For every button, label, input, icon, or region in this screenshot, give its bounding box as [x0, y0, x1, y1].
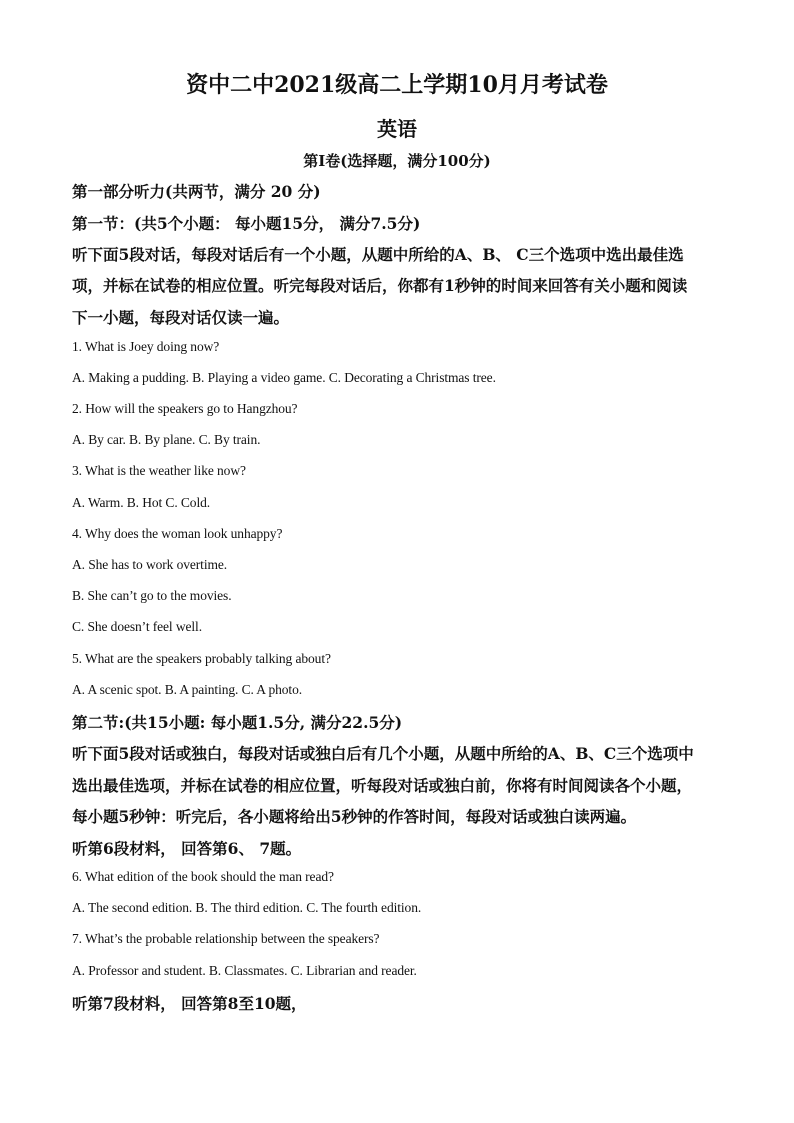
question-text: 5. What are the speakers probably talking about? — [72, 651, 331, 666]
answer-options: A. Warm. B. Hot C. Cold. — [72, 495, 211, 510]
answer-options: A. Making a pudding. B. Playing a video game. C. Decorating a Christmas tree. — [72, 370, 496, 385]
section1-instruction-line: 下一小题，每段对话仅读一遍。 — [72, 308, 290, 327]
listen6-heading: 听第6段材料， 回答第6、 7题。 — [72, 839, 302, 858]
exam-subject: 英语 — [377, 117, 417, 141]
section2-instruction-line: 听下面5段对话或独白，每段对话或独白后有几个小题，从题中所给的A、B、C三个选项中 — [72, 744, 694, 763]
question-text: 1. What is Joey doing now? — [72, 339, 220, 354]
part-heading: 第Ⅰ卷(选择题，满分100分) — [303, 152, 491, 170]
section2-heading: 第二节:(共15小题: 每小题1.5分, 满分22.5分) — [72, 713, 403, 732]
section1-instruction-line: 听下面5段对话，每段对话后有一个小题，从题中所给的A、B、 C三个选项中选出最佳选 — [72, 245, 684, 264]
part1-heading: 第一部分听力(共两节，满分 20 分) — [72, 182, 321, 201]
question-text: 7. What’s the probable relationship between the speakers? — [72, 931, 380, 946]
section1-instruction-line: 项，并标在试卷的相应位置。听完每段对话后，你都有1秒钟的时间来回答有关小题和阅读 — [72, 276, 688, 295]
answer-options: A. The second edition. B. The third edition. C. The fourth edition. — [72, 900, 422, 915]
answer-options: A. A scenic spot. B. A painting. C. A photo. — [72, 682, 302, 697]
answer-options: A. Professor and student. B. Classmates. C. Librarian and reader. — [72, 963, 417, 978]
section2-instruction-line: 每小题5秒钟：听完后，各小题将给出5秒钟的作答时间，每段对话或独白读两遍。 — [72, 807, 637, 826]
question-text: 2. How will the speakers go to Hangzhou? — [72, 401, 298, 416]
question-text: 3. What is the weather like now? — [72, 463, 246, 478]
section1-heading: 第一节：(共5个小题： 每小题15分， 满分7.5分) — [72, 214, 421, 233]
answer-option: C. She doesn’t feel well. — [72, 619, 202, 634]
answer-option: B. She can’t go to the movies. — [72, 588, 232, 603]
listen7-heading: 听第7段材料， 回答第8至10题， — [72, 994, 307, 1013]
answer-options: A. By car. B. By plane. C. By train. — [72, 432, 261, 447]
section2-instruction-line: 选出最佳选项，并标在试卷的相应位置，听每段对话或独白前，你将有时间阅读各个小题， — [72, 776, 693, 795]
answer-option: A. She has to work overtime. — [72, 557, 228, 572]
exam-title: 资中二中2021级高二上学期10月月考试卷 — [186, 72, 608, 98]
question-text: 4. Why does the woman look unhappy? — [72, 526, 283, 541]
question-text: 6. What edition of the book should the man read? — [72, 869, 334, 884]
